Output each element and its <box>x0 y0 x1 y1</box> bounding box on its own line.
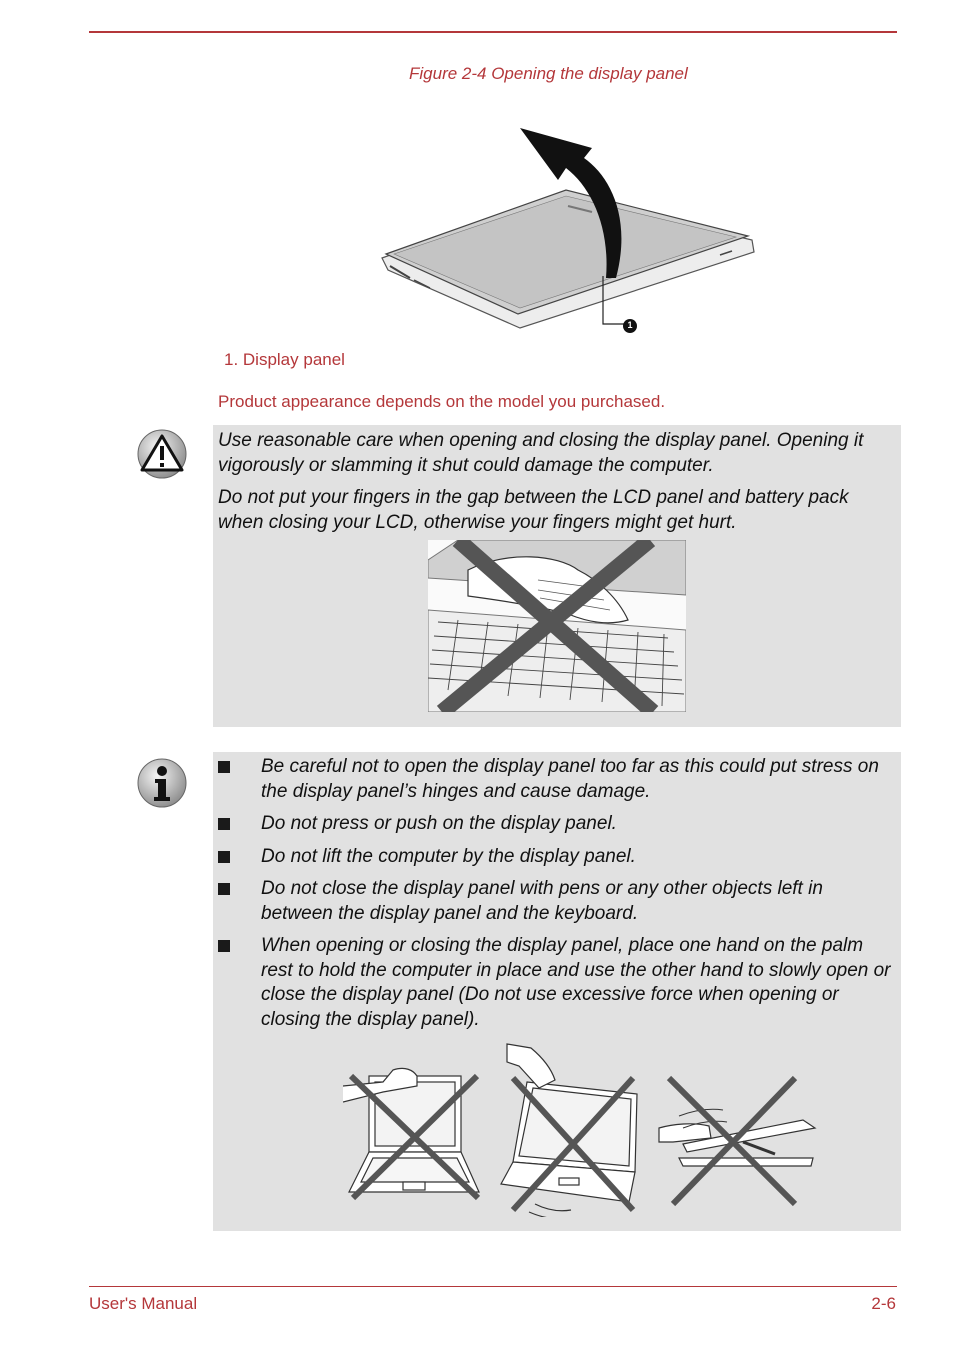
bullet-square <box>218 883 230 895</box>
callout-number: 1 <box>627 320 633 330</box>
finger-gap-illustration <box>428 540 686 712</box>
list-item: Do not press or push on the display panel. <box>261 813 617 834</box>
laptop-opening-illustration <box>370 118 770 338</box>
warning-triangle-icon <box>136 428 188 485</box>
list-item: When opening or closing the display panel, place one hand on the palm rest to hold the computer in place and use the other hand to slowly open or close the display panel (Do not use excessive force when opening or closing the display panel). <box>261 935 891 1030</box>
bullet-square <box>218 940 230 952</box>
caution-box <box>213 425 901 727</box>
bullet-square <box>218 818 230 830</box>
bullet-square <box>218 761 230 773</box>
list-item: Do not lift the computer by the display panel. <box>261 846 636 867</box>
list-item: Be careful not to open the display panel too far as this could put stress on the display panel’s hinges and cause damage. <box>261 756 879 802</box>
bullet-square <box>218 851 230 863</box>
figure-caption: Figure 2-4 Opening the display panel <box>409 64 688 83</box>
improper-handling-illustration <box>343 1042 823 1217</box>
info-box <box>213 752 901 1231</box>
caution-paragraph: Do not put your fingers in the gap between the LCD panel and battery pack when closing your LCD, otherwise your fingers might get hurt. <box>218 487 849 533</box>
header-rule <box>89 31 897 33</box>
product-appearance-note: Product appearance depends on the model you purchased. <box>218 392 666 411</box>
figure-legend-item: 1. Display panel <box>224 350 345 369</box>
list-item: Do not close the display panel with pens or any other objects left in between the display panel and the keyboard. <box>261 878 823 924</box>
page-number: 2-6 <box>871 1294 896 1313</box>
caution-paragraph: Use reasonable care when opening and closing the display panel. Opening it vigorously or slamming it shut could damage the computer. <box>218 430 864 476</box>
footer-title: User's Manual <box>89 1294 198 1313</box>
footer-rule <box>89 1286 897 1287</box>
info-icon <box>136 757 188 814</box>
